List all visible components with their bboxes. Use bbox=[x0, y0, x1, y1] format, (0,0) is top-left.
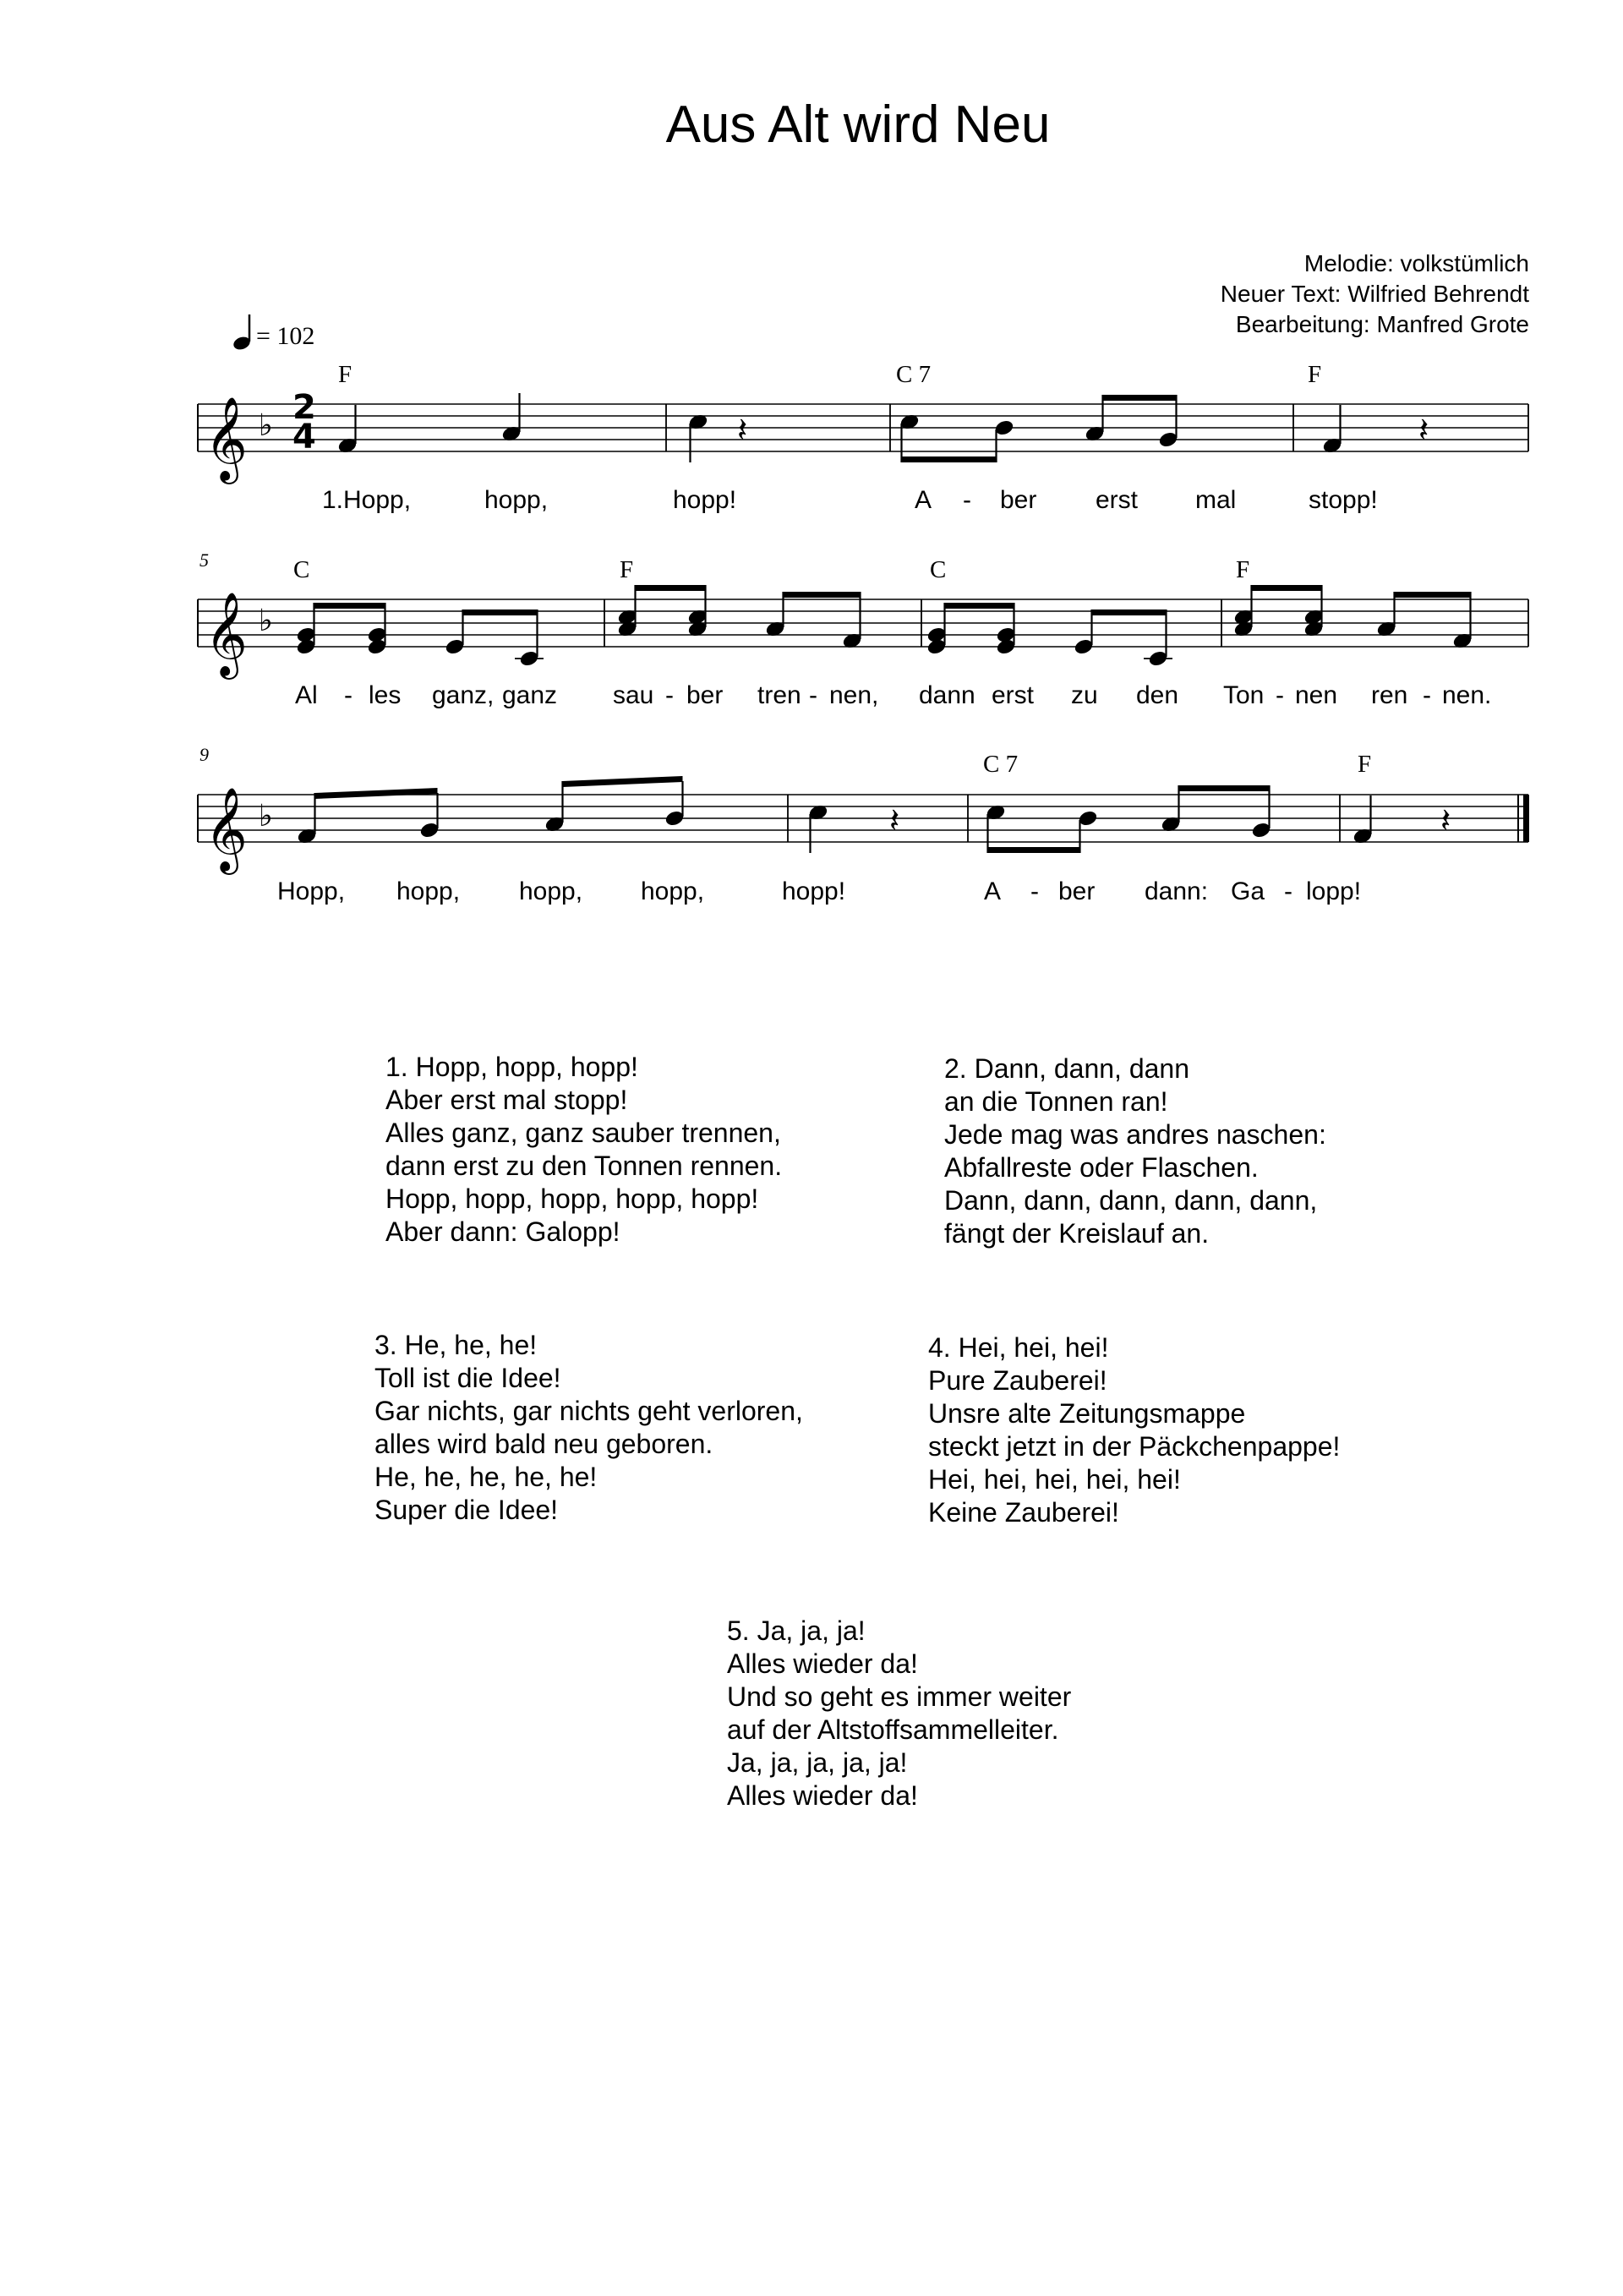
verse-line: Dann, dann, dann, dann, dann, bbox=[944, 1185, 1318, 1216]
lyric-syllable: stopp! bbox=[1309, 486, 1378, 514]
verse-4 bbox=[928, 1331, 1340, 1529]
note-beam bbox=[902, 456, 997, 462]
arrangement-credit: Bearbeitung: Manfred Grote bbox=[1235, 311, 1529, 337]
verse-line: dann erst zu den Tonnen rennen. bbox=[385, 1151, 783, 1181]
lyrics-line-3 bbox=[277, 877, 1361, 905]
quarter-rest-icon: 𝄽 bbox=[1440, 801, 1451, 840]
lyric-syllable: nen. bbox=[1442, 681, 1492, 709]
quarter-rest-icon: 𝄽 bbox=[737, 411, 748, 450]
verse-line: Aber erst mal stopp! bbox=[385, 1085, 628, 1115]
note-beam bbox=[784, 592, 861, 598]
chord-symbol: F bbox=[1308, 361, 1322, 388]
verse-line: an die Tonnen ran! bbox=[944, 1086, 1168, 1117]
verse-line: Alles ganz, ganz sauber trennen, bbox=[385, 1118, 781, 1148]
lyric-syllable: A bbox=[915, 486, 932, 514]
note-beam bbox=[1092, 610, 1167, 615]
note-beam bbox=[463, 610, 538, 615]
tempo-marking bbox=[232, 314, 314, 352]
lyric-syllable: ber bbox=[1000, 486, 1037, 514]
note-beam bbox=[1103, 395, 1177, 401]
lyric-syllable: - bbox=[344, 681, 352, 709]
lyric-syllable: hopp, bbox=[484, 486, 549, 514]
verse-line: Gar nichts, gar nichts geht verloren, bbox=[374, 1396, 803, 1426]
lyric-syllable: ren bbox=[1371, 681, 1408, 709]
note-beam bbox=[314, 603, 385, 609]
chord-symbol: C 7 bbox=[896, 361, 932, 388]
lyric-syllable: ganz, bbox=[432, 681, 495, 709]
lyric-syllable: A bbox=[984, 877, 1002, 905]
lyric-syllable: tren bbox=[757, 681, 801, 709]
verse-line: Abfallreste oder Flaschen. bbox=[944, 1152, 1259, 1183]
lyric-syllable: ganz bbox=[502, 681, 558, 709]
chord-symbol: F bbox=[338, 361, 352, 388]
lyric-syllable: erst bbox=[992, 681, 1035, 709]
song-title: Aus Alt wird Neu bbox=[665, 96, 1051, 154]
chord-symbol: F bbox=[620, 556, 634, 583]
verse-line: Aber dann: Galopp! bbox=[385, 1216, 620, 1247]
measure-number: 5 bbox=[199, 549, 209, 571]
final-bar-thick-line bbox=[1523, 795, 1529, 842]
verse-line: 4. Hei, hei, hei! bbox=[928, 1332, 1109, 1363]
verse-5 bbox=[727, 1615, 1071, 1812]
treble-clef-icon: 𝄞 bbox=[205, 787, 248, 872]
verse-line: Alles wieder da! bbox=[727, 1780, 918, 1811]
chord-symbol: C bbox=[293, 556, 310, 583]
verse-line: Und so geht es immer weiter bbox=[727, 1681, 1072, 1712]
chord-symbol: C 7 bbox=[983, 751, 1019, 778]
music-notation bbox=[198, 393, 1529, 875]
lyric-syllable: Hopp, bbox=[277, 877, 346, 905]
flat-sign-icon: ♭ bbox=[259, 799, 273, 834]
verse-line: steckt jetzt in der Päckchenpappe! bbox=[928, 1431, 1341, 1462]
lyric-syllable: Ton bbox=[1223, 681, 1265, 709]
verse-line: 3. He, he, he! bbox=[374, 1330, 538, 1360]
verse-line: 1. Hopp, hopp, hopp! bbox=[385, 1052, 638, 1082]
lyric-syllable: mal bbox=[1195, 486, 1237, 514]
verse-line: Jede mag was andres naschen: bbox=[944, 1119, 1326, 1150]
lyric-syllable: dann bbox=[919, 681, 975, 709]
note-beam bbox=[1395, 592, 1471, 598]
verse-3 bbox=[374, 1329, 803, 1527]
verse-line: Alles wieder da! bbox=[727, 1648, 918, 1679]
lyric-syllable: dann: bbox=[1145, 877, 1209, 905]
text-credit: Neuer Text: Wilfried Behrendt bbox=[1220, 281, 1529, 307]
flat-sign-icon: ♭ bbox=[259, 604, 273, 638]
note-beam bbox=[1179, 785, 1270, 791]
quarter-rest-icon: 𝄽 bbox=[1418, 411, 1429, 450]
lyric-syllable: Ga bbox=[1231, 877, 1265, 905]
lyric-syllable: hopp, bbox=[396, 877, 461, 905]
chord-symbol: F bbox=[1236, 556, 1250, 583]
chord-symbol: C bbox=[930, 556, 947, 583]
lyrics-line-2 bbox=[295, 681, 1491, 709]
quarter-rest-icon: 𝄽 bbox=[889, 801, 900, 840]
verse-line: Unsre alte Zeitungsmappe bbox=[928, 1398, 1246, 1429]
lyric-syllable: hopp! bbox=[782, 877, 846, 905]
treble-clef-icon: 𝄞 bbox=[205, 592, 248, 676]
lyric-syllable: lopp! bbox=[1306, 877, 1362, 905]
lyric-syllable: - bbox=[1030, 877, 1039, 905]
tempo-value: = 102 bbox=[256, 322, 315, 350]
verse-line: Keine Zauberei! bbox=[928, 1497, 1119, 1528]
note-beam bbox=[988, 847, 1080, 853]
chord-symbol: F bbox=[1358, 751, 1372, 778]
verse-2 bbox=[944, 1052, 1326, 1250]
lyric-syllable: den bbox=[1136, 681, 1179, 709]
verse-line: auf der Altstoffsammelleiter. bbox=[727, 1714, 1059, 1745]
verse-line: Super die Idee! bbox=[374, 1495, 559, 1525]
lyric-syllable: - bbox=[1276, 681, 1284, 709]
note-beam bbox=[1252, 585, 1322, 591]
treble-clef-icon: 𝄞 bbox=[205, 396, 248, 481]
flat-sign-icon: ♭ bbox=[259, 408, 273, 443]
note-beam bbox=[945, 603, 1014, 609]
lyric-syllable: hopp! bbox=[673, 486, 737, 514]
sheet-music-score bbox=[0, 0, 1623, 947]
lyric-syllable: - bbox=[963, 486, 971, 514]
verse-line: 2. Dann, dann, dann bbox=[944, 1053, 1190, 1084]
verse-line: alles wird bald neu geboren. bbox=[374, 1429, 713, 1459]
lyric-syllable: les bbox=[369, 681, 402, 709]
lyric-syllable: zu bbox=[1071, 681, 1098, 709]
measure-number: 9 bbox=[199, 744, 209, 765]
lyric-syllable: ber bbox=[1058, 877, 1096, 905]
verse-line: fängt der Kreislauf an. bbox=[944, 1218, 1210, 1249]
lyric-syllable: - bbox=[1284, 877, 1292, 905]
verse-line: Ja, ja, ja, ja, ja! bbox=[727, 1747, 908, 1778]
lyric-syllable: - bbox=[809, 681, 817, 709]
verse-1 bbox=[385, 1051, 782, 1249]
lyric-syllable: 1.Hopp, bbox=[322, 486, 412, 514]
melody-credit: Melodie: volkstümlich bbox=[1303, 250, 1529, 276]
note-beam bbox=[563, 776, 683, 787]
lyric-syllable: ber bbox=[686, 681, 724, 709]
time-signature-bottom: 4 bbox=[292, 418, 316, 456]
verse-line: Pure Zauberei! bbox=[928, 1365, 1107, 1396]
lyric-syllable: nen bbox=[1295, 681, 1338, 709]
lyric-syllable: hopp, bbox=[641, 877, 705, 905]
note-beam bbox=[636, 585, 706, 591]
lyric-syllable: Al bbox=[295, 681, 318, 709]
lyric-syllable: nen, bbox=[829, 681, 879, 709]
time-signature-top: 2 bbox=[292, 388, 316, 427]
lyric-syllable: hopp, bbox=[519, 877, 583, 905]
verse-line: Hopp, hopp, hopp, hopp, hopp! bbox=[385, 1184, 759, 1214]
note-beam bbox=[315, 788, 438, 799]
lyric-syllable: erst bbox=[1096, 486, 1139, 514]
verse-line: Toll ist die Idee! bbox=[374, 1363, 561, 1393]
lyric-syllable: sau bbox=[613, 681, 654, 709]
verse-line: 5. Ja, ja, ja! bbox=[727, 1615, 866, 1646]
lyric-syllable: - bbox=[665, 681, 674, 709]
verse-line: He, he, he, he, he! bbox=[374, 1462, 598, 1492]
lyric-syllable: - bbox=[1423, 681, 1431, 709]
verse-line: Hei, hei, hei, hei, hei! bbox=[928, 1464, 1181, 1495]
lyrics-line-1 bbox=[322, 486, 1378, 514]
